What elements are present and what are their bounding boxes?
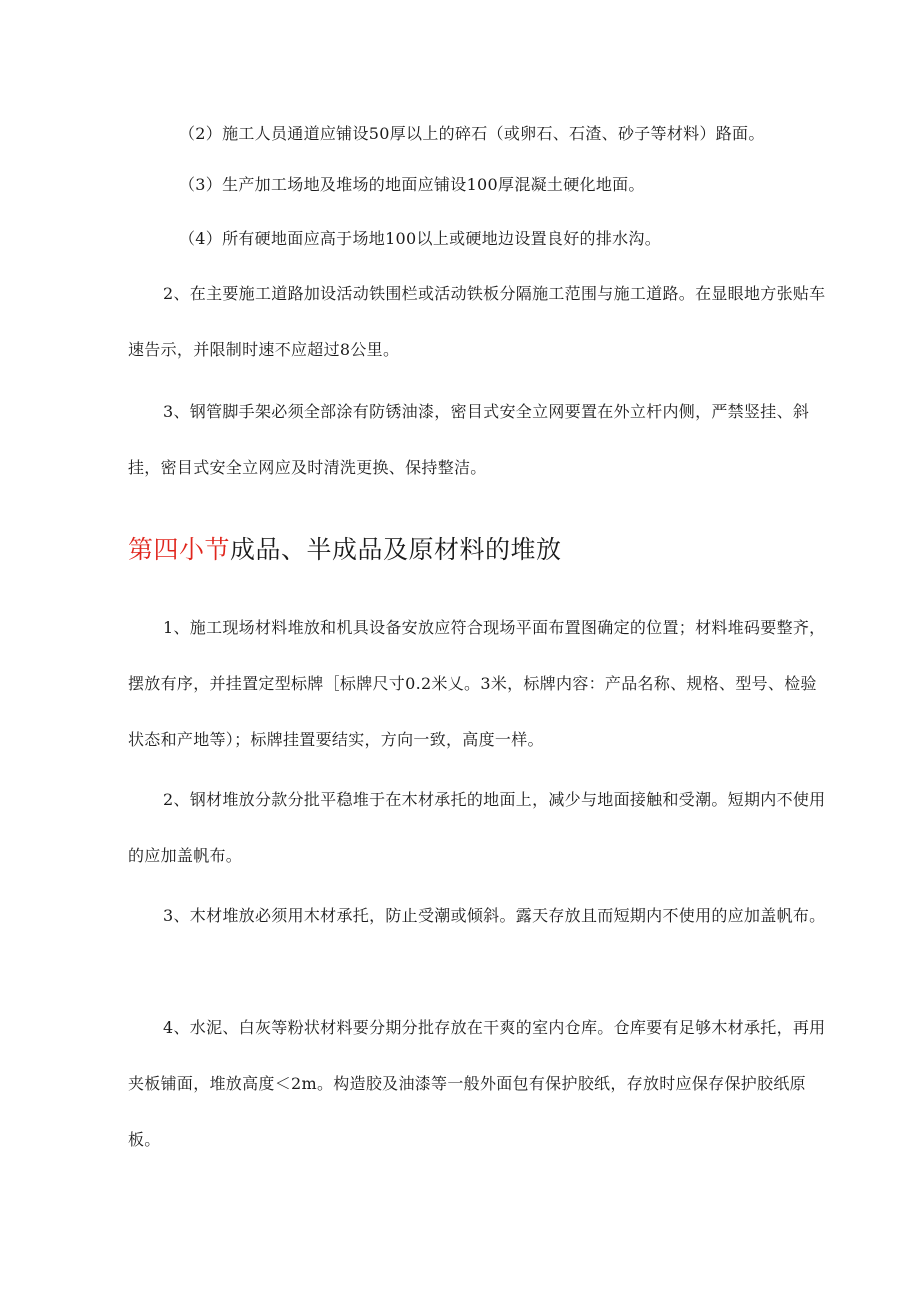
paragraph-sub-2: （2）施工人员通道应铺设50厚以上的碎石（或卵石、石渣、砂子等材料）路面。 xyxy=(179,124,765,143)
section-heading-number: 第四小节 xyxy=(128,535,231,564)
paragraph-item-3: 3、钢管脚手架必须全部涂有防锈油漆，密目式安全立网要置在外立杆内侧，严禁竖挂、斜挂，密目式安全立网应及时清洗更换、保持整洁。 xyxy=(128,402,810,477)
paragraph-storage-2: 2、钢材堆放分款分批平稳堆于在木材承托的地面上，减少与地面接触和受潮。短期内不使用的应加盖帆布。 xyxy=(128,790,826,865)
paragraph-sub-3: （3）生产加工场地及堆场的地面应铺设100厚混凝土硬化地面。 xyxy=(179,175,645,194)
paragraph-storage-1: 1、施工现场材料堆放和机具设备安放应符合现场平面布置图确定的位置；材料堆码要整齐，摆放有序，并挂置定型标牌［标牌尺寸0.2米乂。3米，标牌内容：产品名称、规格、型号、检验状态和产地等）；标牌挂置要结实，方向一致，高度一样。 xyxy=(128,618,826,749)
paragraph-sub-4: （4）所有硬地面应高于场地100以上或硬地边设置良好的排水沟。 xyxy=(179,229,662,248)
paragraph-storage-4: 4、水泥、白灰等粉状材料要分期分批存放在干爽的室内仓库。仓库要有足够木材承托，再用夹板铺面，堆放高度＜2m。构造胶及油漆等一般外面包有保护胶纸，存放时应保存保护胶纸原板。 xyxy=(128,1018,826,1149)
section-heading xyxy=(128,530,562,570)
paragraph-item-2: 2、在主要施工道路加设活动铁围栏或活动铁板分隔施工范围与施工道路。在显眼地方张贴车速告示，并限制时速不应超过8公里。 xyxy=(128,284,826,359)
paragraph-storage-3: 3、木材堆放必须用木材承托，防止受潮或倾斜。露天存放且而短期内不使用的应加盖帆布。 xyxy=(163,906,826,925)
section-heading-title: 成品、半成品及原材料的堆放 xyxy=(230,535,562,564)
